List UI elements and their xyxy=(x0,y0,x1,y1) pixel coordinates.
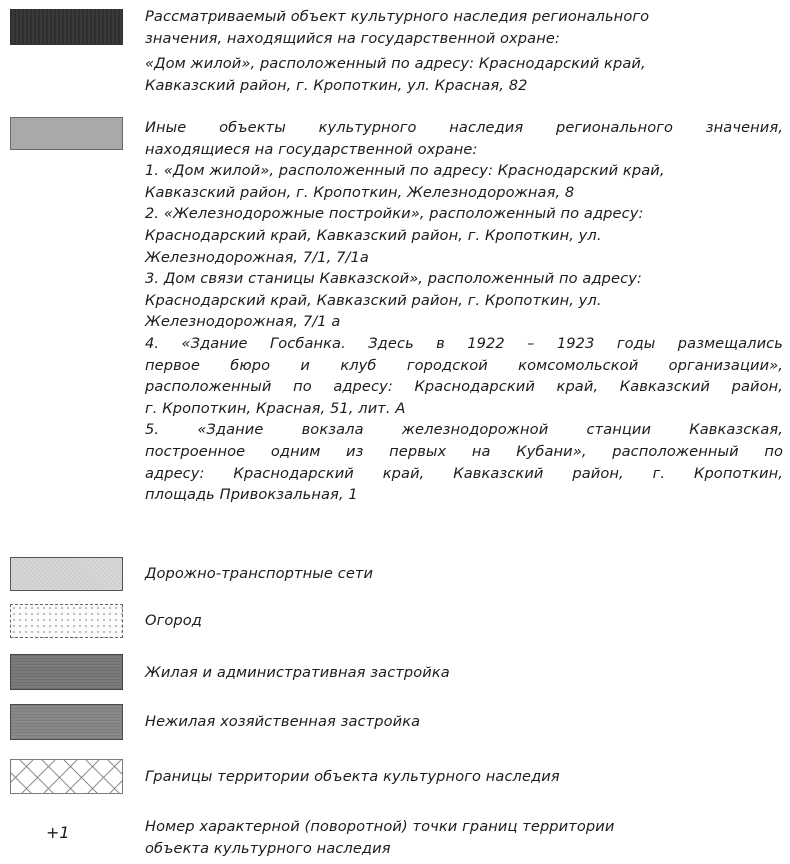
text-line: Иные объекты культурного наследия регионального значения, xyxy=(145,119,783,136)
text-line: расположенный по адресу: Краснодарский край, Кавказский район, xyxy=(145,378,783,396)
text-line: объекта культурного наследия xyxy=(145,839,391,857)
text-line: значения, находящийся на государственной охране: xyxy=(145,29,560,47)
text-line: 5. «Здание вокзала железнодорожной станции Кавказская, xyxy=(145,421,783,439)
text-line: Краснодарский край, Кавказский район, г. Кропоткин, ул. xyxy=(145,226,602,244)
text-line: Краснодарский край, Кавказский район, г. Кропоткин, ул. xyxy=(145,291,602,309)
swatch-residential-buildings xyxy=(10,654,123,690)
text-line: Нежилая хозяйственная застройка xyxy=(145,713,421,730)
text-line: первое бюро и клуб городской комсомольской организации», xyxy=(145,356,783,374)
text-line: Огород xyxy=(145,612,202,629)
swatch-non-residential-buildings xyxy=(10,704,123,740)
legend-item-road-network xyxy=(145,563,783,585)
text-line: Дорожно-транспортные сети xyxy=(145,565,374,582)
swatch-heritage-boundary xyxy=(10,759,123,794)
legend-item-heritage-boundary xyxy=(145,766,783,788)
swatch-road-network xyxy=(10,557,123,591)
text-line: Кавказский район, г. Кропоткин, Железнодорожная, 8 xyxy=(145,183,575,201)
swatch-other-objects xyxy=(10,117,123,150)
text-line: адресу: Краснодарский край, Кавказский район, г. Кропоткин, xyxy=(145,464,783,482)
legend-item-garden xyxy=(145,610,783,632)
legend-item-residential-buildings xyxy=(145,662,783,684)
text-line: 2. «Железнодорожные постройки», расположенный по адресу: xyxy=(145,205,644,223)
legend-item-considered-object xyxy=(145,6,783,96)
text-line: 4. «Здание Госбанка. Здесь в 1922 – 1923 годы размещались xyxy=(145,334,783,352)
legend-item-other-objects xyxy=(145,117,783,506)
text-line: г. Кропоткин, Красная, 51, лит. А xyxy=(145,399,406,417)
point-number-symbol: +1 xyxy=(46,823,70,842)
text-line: площадь Привокзальная, 1 xyxy=(145,486,358,504)
text-line: Границы территории объекта культурного наследия xyxy=(145,768,560,785)
text-line: построенное одним из первых на Кубани», расположенный по xyxy=(145,442,783,460)
text-line: «Дом жилой», расположенный по адресу: Краснодарский край, xyxy=(145,55,646,73)
legend-item-non-residential-buildings xyxy=(145,711,783,733)
text-line: Жилая и административная застройка xyxy=(145,664,450,681)
text-line: Железнодорожная, 7/1, 7/1а xyxy=(145,248,369,266)
text-line: 1. «Дом жилой», расположенный по адресу: Краснодарский край, xyxy=(145,162,665,180)
swatch-garden xyxy=(10,604,123,638)
text-line: 3. Дом связи станицы Кавказской», расположенный по адресу: xyxy=(145,270,642,288)
text-line: Кавказский район, г. Кропоткин, ул. Красная, 82 xyxy=(145,76,528,94)
crosshatch-pattern xyxy=(11,760,123,794)
legend-item-point-number xyxy=(145,816,783,859)
text-line: Рассматриваемый объект культурного наследия регионального xyxy=(145,8,650,25)
text-line: Железнодорожная, 7/1 а xyxy=(145,313,341,331)
text-line: находящиеся на государственной охране: xyxy=(145,140,478,158)
text-line: Номер характерной (поворотной) точки границ территории xyxy=(145,818,615,835)
swatch-considered-object xyxy=(10,9,123,45)
